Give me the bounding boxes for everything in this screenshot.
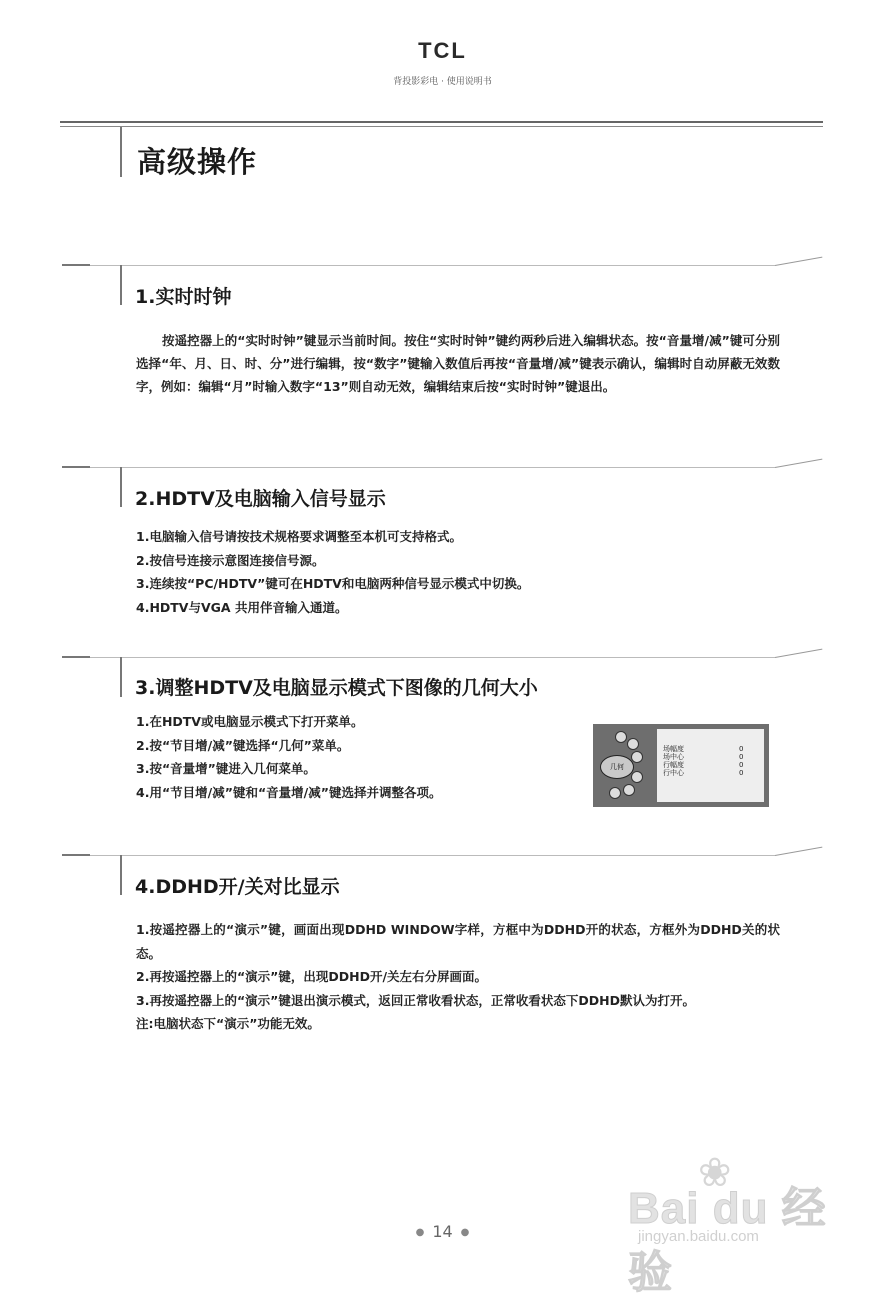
section-bar: [120, 855, 122, 895]
paragraph-text: 按遥控器上的“实时时钟”键显示当前时间。按住“实时时钟”键约两秒后进入编辑状态。按“音量增/减”键可分别选择“年、月、日、时、分”进行编辑，按“数字”键输入数值后再按“音量增/减”键表示确认，编辑时自动屏蔽无效数字，例如：编辑“月”时输入数字“13”则自动无效，编辑结束后按“实时时钟”键退出。: [136, 333, 780, 394]
list-item: 4.HDTV与VGA 共用伴音输入通道。: [136, 599, 348, 615]
bullet-icon: ●: [415, 1227, 425, 1238]
top-rule: [60, 121, 823, 123]
list-item: 3.再按遥控器上的“演示”键退出演示模式，返回正常收看状态，正常收看状态下DDHD默认为打开。: [136, 992, 695, 1008]
menu-row-label: 行中心: [663, 769, 684, 777]
section-title-ddhd: 4.DDHD开/关对比显示: [135, 876, 340, 898]
section-title-hdtv: 2.HDTV及电脑输入信号显示: [135, 488, 386, 510]
menu-icon: [631, 751, 643, 763]
title-bar: [120, 127, 122, 177]
section-dash: [62, 656, 90, 658]
list-item: 3.连续按“PC/HDTV”键可在HDTV和电脑两种信号显示模式中切换。: [136, 576, 530, 591]
menu-icon: [627, 738, 639, 750]
menu-row-label: 场中心: [663, 753, 684, 761]
section-rule: [90, 855, 775, 856]
menu-icon: [623, 784, 635, 796]
menu-row-value: 0: [739, 761, 744, 769]
watermark-url: jingyan.baidu.com: [638, 1228, 759, 1245]
section-rule-end: [775, 649, 822, 658]
top-rule-thin: [60, 126, 823, 127]
section-list-ddhd: [136, 918, 780, 1036]
section-rule: [90, 265, 775, 266]
menu-row-value: 0: [739, 745, 744, 753]
menu-icon: [609, 787, 621, 799]
section-rule: [90, 657, 775, 658]
bullet-icon: ●: [460, 1227, 470, 1238]
section-dash: [62, 854, 90, 856]
list-item: 3.按“音量增”键进入几何菜单。: [136, 761, 316, 776]
menu-row-value: 0: [739, 769, 744, 777]
list-item: 4.用“节目增/减”键和“音量增/减”键选择并调整各项。: [136, 784, 442, 800]
menu-icon: [631, 771, 643, 783]
menu-selected-item: 几何: [600, 755, 634, 779]
section-bar: [120, 265, 122, 305]
page-header: [0, 38, 885, 87]
section-rule-end: [775, 257, 822, 266]
list-item: 1.电脑输入信号请按技术规格要求调整至本机可支持格式。: [136, 529, 462, 544]
paw-icon: ❀: [698, 1150, 732, 1196]
section-dash: [62, 264, 90, 266]
section-bar: [120, 657, 122, 697]
section-bar: [120, 467, 122, 507]
list-item: 2.按信号连接示意图连接信号源。: [136, 552, 325, 568]
menu-icon: [615, 731, 627, 743]
section-list-hdtv: [136, 525, 529, 619]
list-item: 注:电脑状态下“演示”功能无效。: [136, 1016, 320, 1031]
geometry-menu-screenshot: [593, 724, 769, 807]
section-title-geometry: 3.调整HDTV及电脑显示模式下图像的几何大小: [135, 677, 538, 699]
menu-row-label: 行幅度: [663, 761, 684, 769]
list-item: 2.按“节目增/减”键选择“几何”菜单。: [136, 737, 350, 753]
brand-logo: TCL: [418, 38, 467, 63]
page-number: [0, 1222, 885, 1241]
section-list-geometry: [136, 710, 441, 804]
section-dash: [62, 466, 90, 468]
list-item: 1.在HDTV或电脑显示模式下打开菜单。: [136, 714, 364, 729]
page-title: 高级操作: [137, 145, 258, 179]
page-number-text: 14: [432, 1222, 453, 1241]
list-item: 1.按遥控器上的“演示”键，画面出现DDHD WINDOW字样，方框中为DDHD开的状态，方框外为DDHD关的状态。: [136, 922, 780, 961]
header-subtitle: 背投影彩电 · 使用说明书: [393, 77, 492, 87]
section-rule-end: [775, 847, 822, 856]
list-item: 2.再按遥控器上的“演示”键，出现DDHD开/关左右分屏画面。: [136, 969, 488, 984]
menu-panel: [657, 729, 764, 802]
watermark-brand: Bai du 经验: [628, 1184, 827, 1297]
menu-row-value: 0: [739, 753, 744, 761]
section-paragraph-clock: [136, 329, 780, 398]
section-rule: [90, 467, 775, 468]
section-rule-end: [775, 459, 822, 468]
menu-row-label: 场幅度: [663, 745, 684, 753]
section-title-clock: 1.实时时钟: [135, 286, 232, 308]
